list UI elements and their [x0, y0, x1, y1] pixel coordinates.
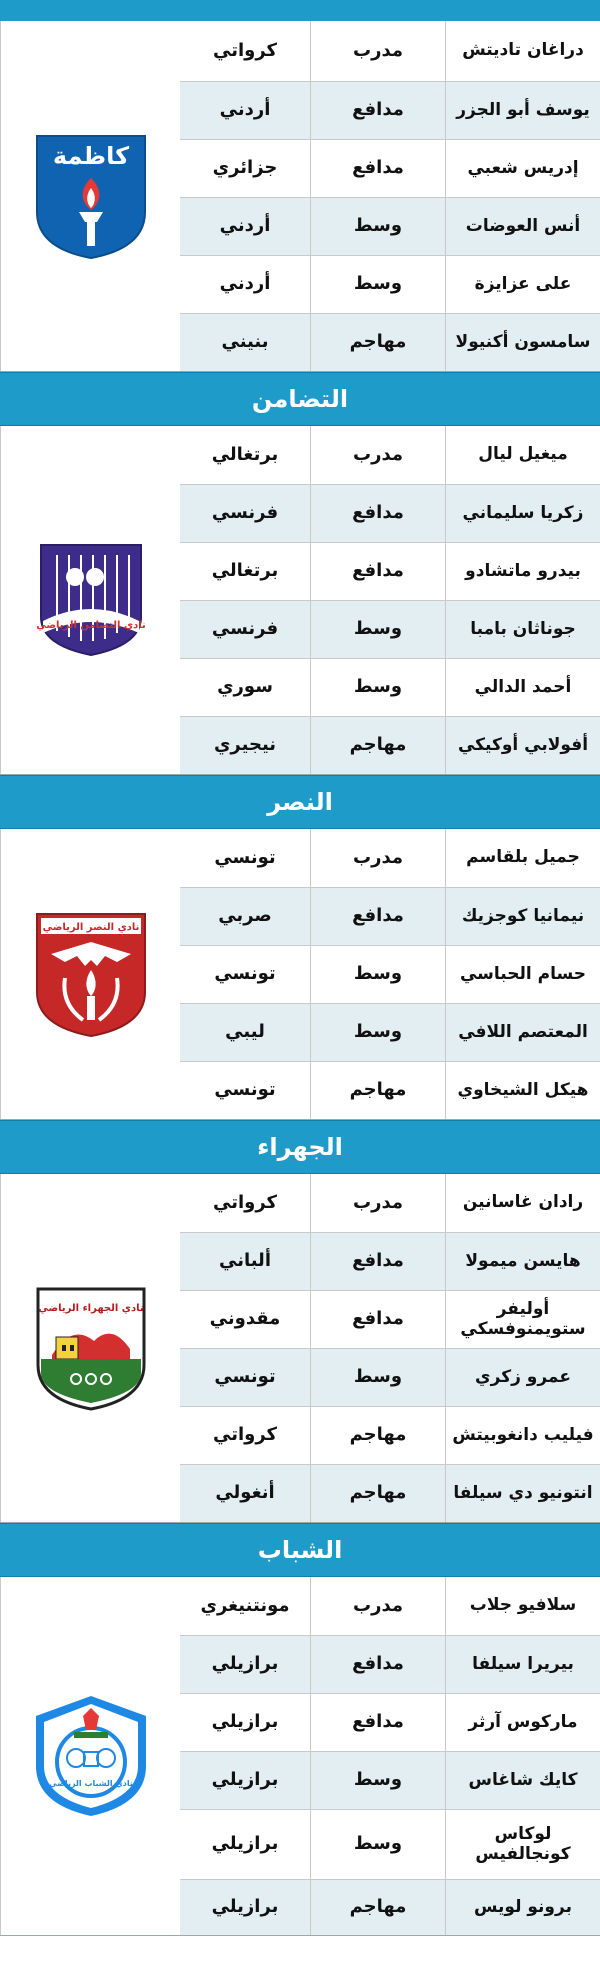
player-position: وسط [310, 946, 446, 1003]
player-table [180, 1577, 600, 1935]
player-position: مدافع [310, 485, 446, 542]
section-kazma [0, 21, 600, 372]
player-row [180, 1751, 600, 1809]
player-position: مدافع [310, 1636, 446, 1693]
player-nationality: مقدوني [209, 1308, 281, 1330]
player-position: مهاجم [310, 1465, 446, 1522]
team-logo-cell [0, 829, 180, 1119]
player-row [180, 1348, 600, 1406]
player-name: أفولابي أوكيكي [457, 734, 589, 755]
player-row [180, 600, 600, 658]
player-row [180, 1809, 600, 1879]
team-header-tadamon: التضامن [0, 372, 600, 426]
player-nationality: فرنسي [211, 502, 279, 524]
player-name: دراغان تاديتش [462, 40, 584, 61]
player-nationality: تونسي [214, 846, 276, 868]
player-nationality: برازيلي [211, 1711, 279, 1733]
player-row [180, 887, 600, 945]
player-nationality: أردني [219, 215, 271, 237]
kazma-torch-shield-icon [31, 130, 151, 262]
jahra-shield-icon [32, 1283, 150, 1413]
player-table [180, 21, 600, 371]
player-row [180, 139, 600, 197]
player-name: يوسف أبو الجزر [456, 99, 590, 120]
player-nationality: كرواتي [213, 1424, 277, 1446]
player-name: هيكل الشيخاوي [457, 1079, 589, 1100]
player-nationality: صربي [218, 905, 272, 927]
player-nationality: برازيلي [211, 1896, 279, 1918]
team-logo-cell [0, 426, 180, 774]
player-position: مدافع [310, 140, 446, 197]
player-position: مدرب [310, 21, 446, 81]
player-name: أحمد الدالي [474, 676, 572, 697]
player-position: وسط [310, 1810, 446, 1879]
player-name: انتونيو دي سيلفا [453, 1482, 593, 1503]
player-nationality: نيجيري [213, 734, 277, 756]
tadamon-shield-icon [33, 541, 149, 659]
player-position: وسط [310, 601, 446, 658]
player-position: مدرب [310, 1174, 446, 1232]
player-position: مدرب [310, 829, 446, 887]
player-position: مهاجم [310, 1062, 446, 1119]
team-logo-cell [0, 1577, 180, 1935]
player-nationality: تونسي [214, 963, 276, 985]
player-name: حسام الحباسي [459, 963, 586, 984]
player-name: فيليب دانغوبيتش [452, 1424, 594, 1445]
player-row [180, 1879, 600, 1935]
shabab-logo-text: نادي الشباب الرياضي [48, 1779, 133, 1788]
player-position: مهاجم [310, 1407, 446, 1464]
player-nationality: برتغالي [211, 560, 279, 582]
player-position: مدافع [310, 543, 446, 600]
player-position: وسط [310, 1349, 446, 1406]
player-table [180, 426, 600, 774]
player-row [180, 313, 600, 371]
player-row [180, 1290, 600, 1348]
player-nationality: تونسي [214, 1366, 276, 1388]
player-row [180, 542, 600, 600]
player-nationality: برتغالي [211, 443, 279, 465]
nasr-logo-text: نادي النصر الرياضي [42, 922, 139, 933]
player-name: لوكاس كونجالفيس [475, 1823, 571, 1864]
section-tadamon [0, 426, 600, 775]
player-nationality: كرواتي [213, 1191, 277, 1213]
player-row [180, 1693, 600, 1751]
shabab-badge-icon [30, 1692, 152, 1820]
player-name: المعتصم اللافي [458, 1021, 588, 1042]
player-row [180, 484, 600, 542]
kazma-logo-text: كاظمة [52, 142, 129, 170]
player-position: مدافع [310, 888, 446, 945]
jahra-logo-text: نادي الجهراء الرياضي [37, 1303, 144, 1314]
player-row [180, 658, 600, 716]
player-position: مدرب [310, 426, 446, 484]
player-row [180, 1464, 600, 1522]
player-position: وسط [310, 659, 446, 716]
section-shabab [0, 1577, 600, 1936]
player-name: هايسن ميمولا [465, 1250, 581, 1271]
player-nationality: سوري [217, 676, 273, 698]
player-position: مدافع [310, 1694, 446, 1751]
player-position: وسط [310, 198, 446, 255]
section-jahra [0, 1174, 600, 1523]
player-name: بيدرو ماتشادو [465, 560, 581, 581]
player-name: إدريس شعبي [467, 157, 579, 178]
player-row [180, 1061, 600, 1119]
player-row [180, 81, 600, 139]
player-name: سامسون أكنيولا [455, 331, 591, 352]
player-row [180, 829, 600, 887]
player-position: مهاجم [310, 717, 446, 774]
player-nationality: برازيلي [211, 1833, 279, 1855]
player-name: كايك شاغاس [468, 1769, 578, 1790]
player-name: أوليفر ستويمنوفسكي [460, 1298, 586, 1339]
team-header-jahra: الجهراء [0, 1120, 600, 1174]
team-header-nasr: النصر [0, 775, 600, 829]
player-nationality: مونتنيغري [200, 1594, 290, 1616]
player-name: رادان غاسانين [462, 1192, 584, 1213]
player-row [180, 197, 600, 255]
player-row [180, 945, 600, 1003]
top-strip [0, 0, 600, 21]
player-nationality: أردني [219, 99, 271, 121]
player-row [180, 716, 600, 774]
player-name: ميغيل ليال [478, 444, 568, 465]
section-nasr [0, 829, 600, 1120]
player-table [180, 1174, 600, 1522]
player-name: على عزايزة [474, 273, 572, 294]
player-name: جوناثان بامبا [470, 618, 576, 639]
player-name: زكريا سليماني [462, 502, 584, 523]
player-row [180, 1003, 600, 1061]
player-position: مدافع [310, 1233, 446, 1290]
player-nationality: بنيني [221, 331, 269, 353]
player-position: وسط [310, 256, 446, 313]
player-row [180, 1406, 600, 1464]
team-header-shabab: الشباب [0, 1523, 600, 1577]
player-table [180, 829, 600, 1119]
player-name: نيمانيا كوجزيك [461, 905, 585, 926]
tadamon-logo-text: نادي التضامن الرياضي [35, 620, 146, 631]
nasr-eagle-shield-icon [31, 908, 151, 1040]
player-nationality: أنغولي [215, 1482, 275, 1504]
team-logo-cell [0, 1174, 180, 1522]
player-row [180, 1635, 600, 1693]
player-nationality: كرواتي [213, 39, 277, 61]
player-nationality: تونسي [214, 1079, 276, 1101]
player-row [180, 1174, 600, 1232]
player-row [180, 426, 600, 484]
player-nationality: برازيلي [211, 1769, 279, 1791]
player-position: وسط [310, 1004, 446, 1061]
player-position: وسط [310, 1752, 446, 1809]
player-nationality: ليبي [225, 1021, 265, 1043]
player-nationality: برازيلي [211, 1653, 279, 1675]
player-name: سلافيو جلاب [469, 1595, 577, 1616]
player-position: مهاجم [310, 314, 446, 371]
player-row [180, 1577, 600, 1635]
player-row [180, 1232, 600, 1290]
player-name: أنس العوضات [465, 215, 581, 236]
player-position: مهاجم [310, 1880, 446, 1935]
player-nationality: جزائري [212, 157, 278, 179]
player-position: مدافع [310, 82, 446, 139]
player-row [180, 21, 600, 81]
player-nationality: فرنسي [211, 618, 279, 640]
player-name: بيريرا سيلفا [472, 1653, 574, 1674]
team-logo-cell [0, 21, 180, 371]
player-position: مدافع [310, 1291, 446, 1348]
player-nationality: ألباني [218, 1250, 271, 1272]
player-name: عمرو زكري [475, 1366, 571, 1387]
player-name: ماركوس آرثر [468, 1711, 578, 1732]
player-row [180, 255, 600, 313]
player-name: برونو لويس [474, 1896, 572, 1917]
player-nationality: أردني [219, 273, 271, 295]
player-name: جميل بلقاسم [466, 847, 580, 868]
player-position: مدرب [310, 1577, 446, 1635]
